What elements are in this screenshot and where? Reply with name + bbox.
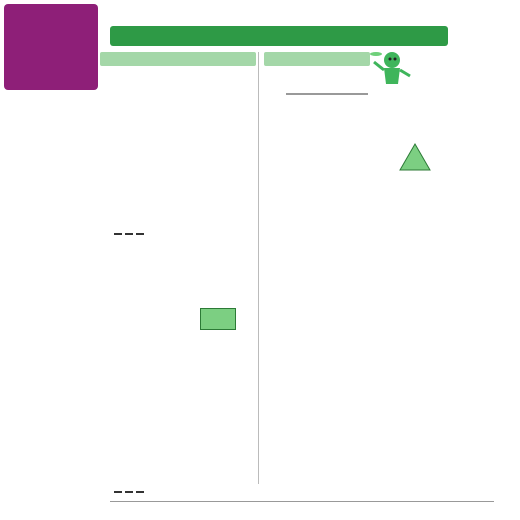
test-title: [110, 26, 448, 46]
q18-triangle: [398, 142, 432, 172]
q15-fractions: [114, 486, 147, 495]
q15-fraction: [136, 491, 144, 493]
part-a-label: [100, 52, 256, 66]
column-divider: [258, 52, 259, 484]
q10-rectangle: [200, 308, 236, 330]
q7-option: [125, 233, 133, 235]
import-badge: [4, 4, 98, 90]
footer-rule: [110, 501, 494, 502]
q7-option: [114, 233, 122, 235]
q7-option: [136, 233, 144, 235]
q15-fraction: [125, 491, 133, 493]
q16-number-line: [282, 86, 372, 108]
q15-fraction: [114, 491, 122, 493]
q29-bar-chart: [378, 424, 448, 484]
mascot-icon: [368, 44, 416, 92]
part-b-label: [264, 52, 370, 66]
q7-number-box: [114, 228, 147, 237]
